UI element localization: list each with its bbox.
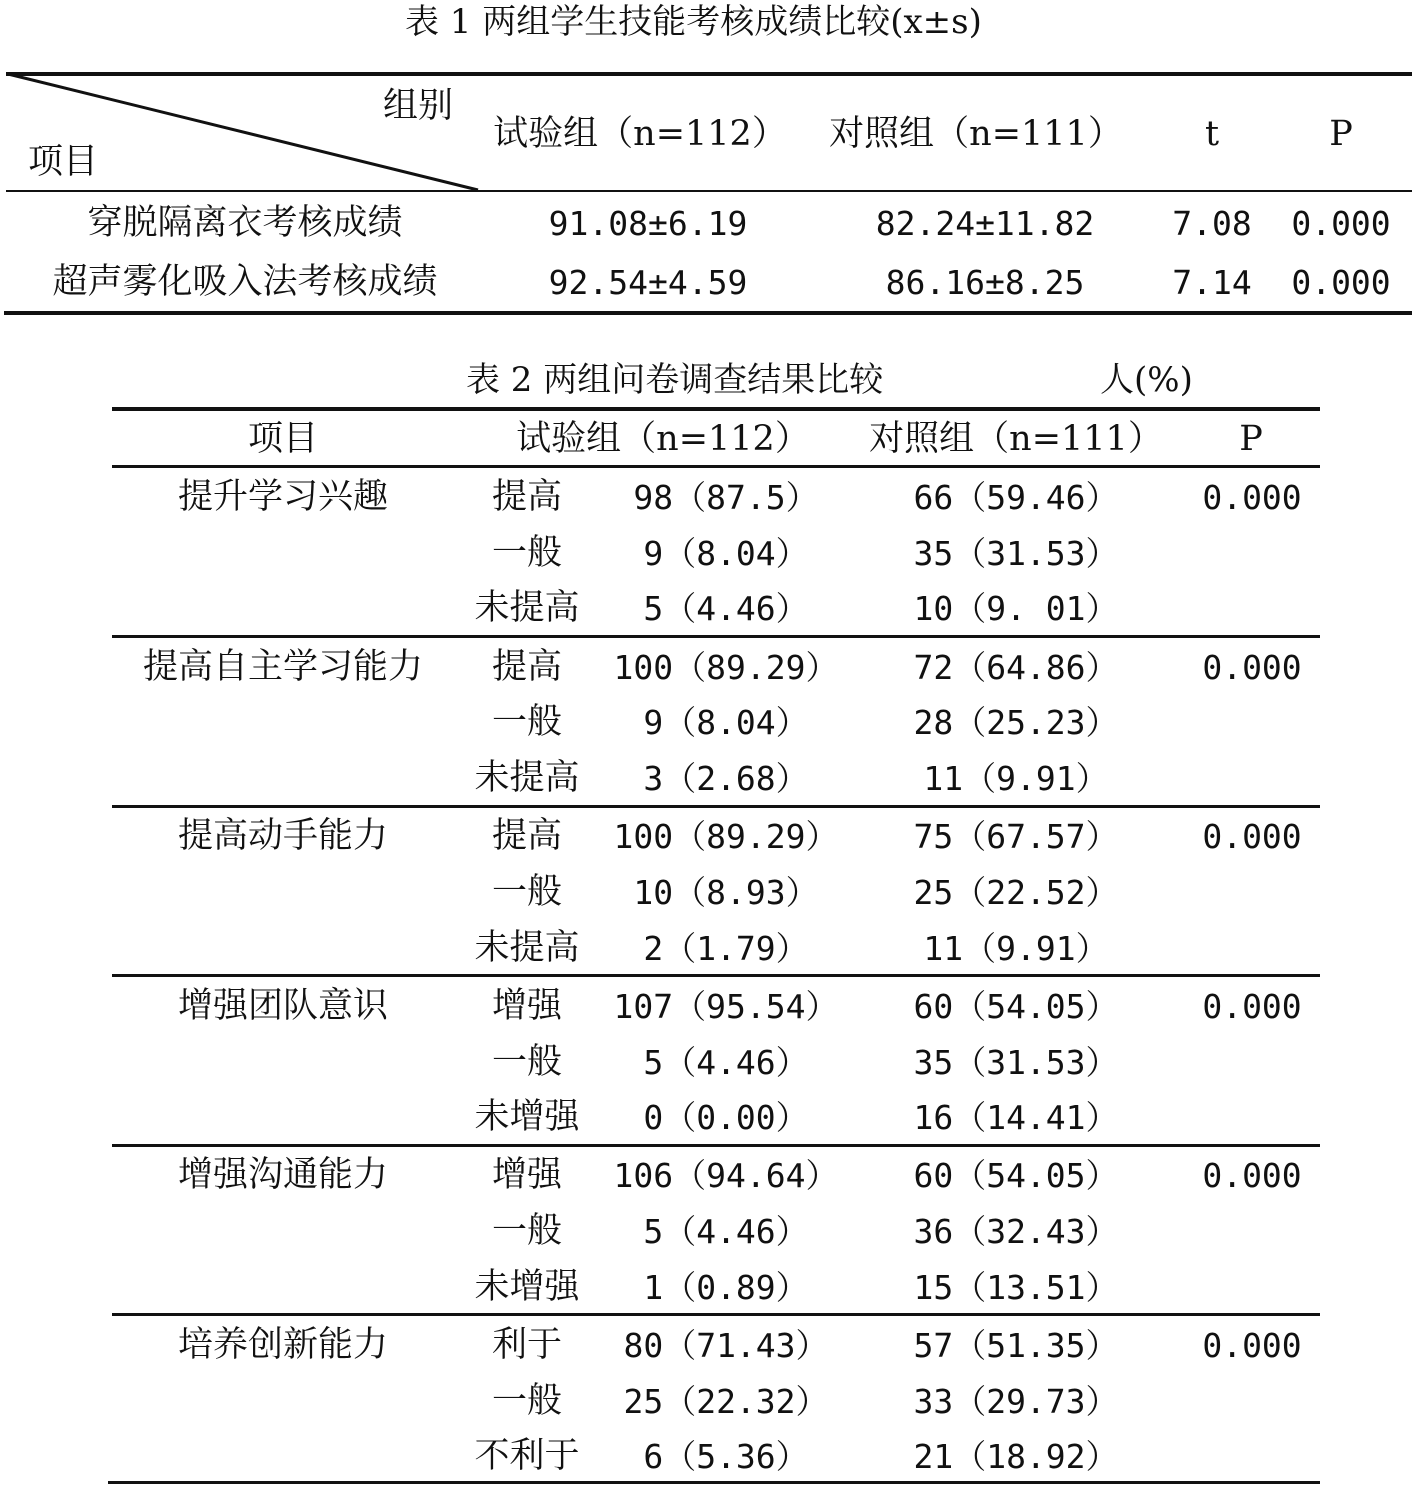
table1-header-group-label: 组别 (383, 86, 454, 126)
table2-row-trial: 6（5.36） (643, 1437, 809, 1477)
table1-header-control: 对照组（n=111） (829, 114, 1123, 154)
table1-header-trial: 试验组（n=112） (493, 114, 787, 154)
table2-group-p: 0.000 (1202, 1156, 1302, 1196)
table1-row-t: 7.08 (1172, 204, 1252, 243)
table2-group-item: 增强沟通能力 (177, 1155, 389, 1196)
table2-row-control: 10（9. 01） (913, 589, 1119, 629)
table2-row-control: 25（22.52） (913, 872, 1119, 912)
table2-row-control: 72（64.86） (913, 647, 1119, 687)
table2-group-rule (112, 974, 1320, 977)
table2-row-trial: 9（8.04） (643, 533, 809, 573)
table2-row-level: 一般 (491, 532, 563, 573)
table1-row-trial: 91.08±6.19 (548, 204, 748, 243)
table2-row-trial: 10（8.93） (633, 872, 819, 912)
table1-row-control: 82.24±11.82 (875, 204, 1095, 243)
table1-row-p: 0.000 (1291, 204, 1391, 243)
table1-row-p: 0.000 (1291, 263, 1391, 302)
table1-row-t: 7.14 (1172, 263, 1252, 302)
table1-header-item-label: 项目 (28, 142, 99, 182)
table2-group-p: 0.000 (1202, 1326, 1302, 1365)
table1-row-item: 穿脱隔离衣考核成绩 (87, 203, 403, 243)
table2-group-p: 0.000 (1202, 986, 1302, 1026)
table2-group-item: 提高动手能力 (177, 816, 389, 857)
table2-row-trial: 106（94.64） (613, 1156, 839, 1196)
table2-header-item: 项目 (247, 419, 319, 459)
table2-group-item: 提高自主学习能力 (142, 646, 424, 687)
table2-row-control: 60（54.05） (913, 986, 1119, 1026)
table2-row-trial: 0（0.00） (643, 1098, 809, 1138)
table2-group-item: 培养创新能力 (177, 1325, 389, 1365)
table2-row-trial: 1（0.89） (643, 1267, 809, 1307)
table2-group-p: 0.000 (1202, 647, 1302, 687)
table2-group-rule (112, 1144, 1320, 1147)
table2-row-level: 利于 (491, 1325, 563, 1365)
table2-row-control: 36（32.43） (913, 1212, 1119, 1252)
table2-row-control: 75（67.57） (913, 817, 1119, 857)
table1-row-control: 86.16±8.25 (885, 263, 1085, 302)
table1-header-p: P (1329, 114, 1353, 154)
table2-row-trial: 98（87.5） (633, 478, 819, 517)
table2-row-trial: 25（22.32） (623, 1381, 829, 1421)
table2-row-control: 11（9.91） (923, 759, 1109, 798)
table2-row-level: 不利于 (474, 1436, 580, 1477)
table2-row-level: 提高 (491, 816, 563, 857)
table2-header-control: 对照组（n=111） (869, 419, 1163, 459)
table2-row-control: 21（18.92） (913, 1437, 1119, 1477)
table2-header-trial: 试验组（n=112） (516, 419, 810, 459)
table2-row-level: 一般 (491, 871, 563, 912)
table1-diagonal-line (0, 0, 1428, 200)
table2-row-trial: 100（89.29） (613, 647, 839, 687)
table2-row-control: 33（29.73） (913, 1381, 1119, 1421)
table2-row-trial: 100（89.29） (613, 817, 839, 857)
table2-row-level: 一般 (491, 1041, 563, 1082)
table2-row-level: 提高 (491, 477, 563, 517)
table2-group-item: 增强团队意识 (177, 985, 389, 1026)
table2-row-level: 提高 (491, 646, 563, 687)
table2-group-rule (112, 635, 1320, 638)
table2-group-p: 0.000 (1202, 817, 1302, 857)
table2-group-p: 0.000 (1202, 478, 1302, 517)
table2-row-trial: 80（71.43） (623, 1326, 829, 1365)
table2-row-control: 35（31.53） (913, 1042, 1119, 1082)
table2-header-rule (112, 465, 1320, 468)
table2-row-level: 增强 (491, 985, 563, 1026)
table2-row-control: 16（14.41） (913, 1098, 1119, 1138)
table2-row-level: 未提高 (474, 927, 580, 968)
table1-header-rule (6, 190, 1412, 192)
table1-row-item: 超声雾化吸入法考核成绩 (52, 262, 438, 302)
table2-row-level: 未提高 (474, 588, 580, 629)
table2-row-trial: 5（4.46） (643, 1212, 809, 1252)
table2-row-control: 57（51.35） (913, 1326, 1119, 1365)
table1-row-trial: 92.54±4.59 (548, 263, 748, 302)
table2-top-rule (112, 407, 1320, 411)
table2-row-level: 未增强 (474, 1266, 580, 1307)
table2-row-level: 一般 (491, 702, 563, 743)
table2-row-trial: 3（2.68） (643, 759, 809, 798)
table2-row-level: 未提高 (474, 758, 580, 798)
table2-unit: 人(%) (1100, 360, 1193, 400)
table2-row-trial: 9（8.04） (643, 703, 809, 743)
table2-row-level: 未增强 (474, 1097, 580, 1138)
table1-bottom-rule (4, 311, 1412, 315)
table2-group-rule (112, 805, 1320, 808)
table2-row-trial: 107（95.54） (613, 986, 839, 1026)
table2-row-control: 35（31.53） (913, 533, 1119, 573)
table2-row-control: 28（25.23） (913, 703, 1119, 743)
table2-header-p: P (1239, 419, 1263, 459)
table2-bottom-rule (108, 1481, 1320, 1484)
table1-caption: 表 1 两组学生技能考核成绩比较(x±s) (405, 2, 982, 42)
table2-row-control: 66（59.46） (913, 478, 1119, 517)
table2-row-trial: 5（4.46） (643, 1042, 809, 1082)
table2-row-control: 11（9.91） (923, 928, 1109, 968)
table1-header-t: t (1204, 114, 1220, 154)
table2-row-level: 一般 (491, 1211, 563, 1252)
table2-row-trial: 5（4.46） (643, 589, 809, 629)
table2-caption: 表 2 两组问卷调查结果比较 (466, 360, 884, 400)
table2-row-control: 15（13.51） (913, 1267, 1119, 1307)
table2-row-level: 增强 (491, 1155, 563, 1196)
table2-row-control: 60（54.05） (913, 1156, 1119, 1196)
table2-row-level: 一般 (491, 1380, 563, 1421)
table2-group-item: 提升学习兴趣 (177, 477, 389, 517)
table2-row-trial: 2（1.79） (643, 928, 809, 968)
table2-group-rule (112, 1313, 1320, 1316)
